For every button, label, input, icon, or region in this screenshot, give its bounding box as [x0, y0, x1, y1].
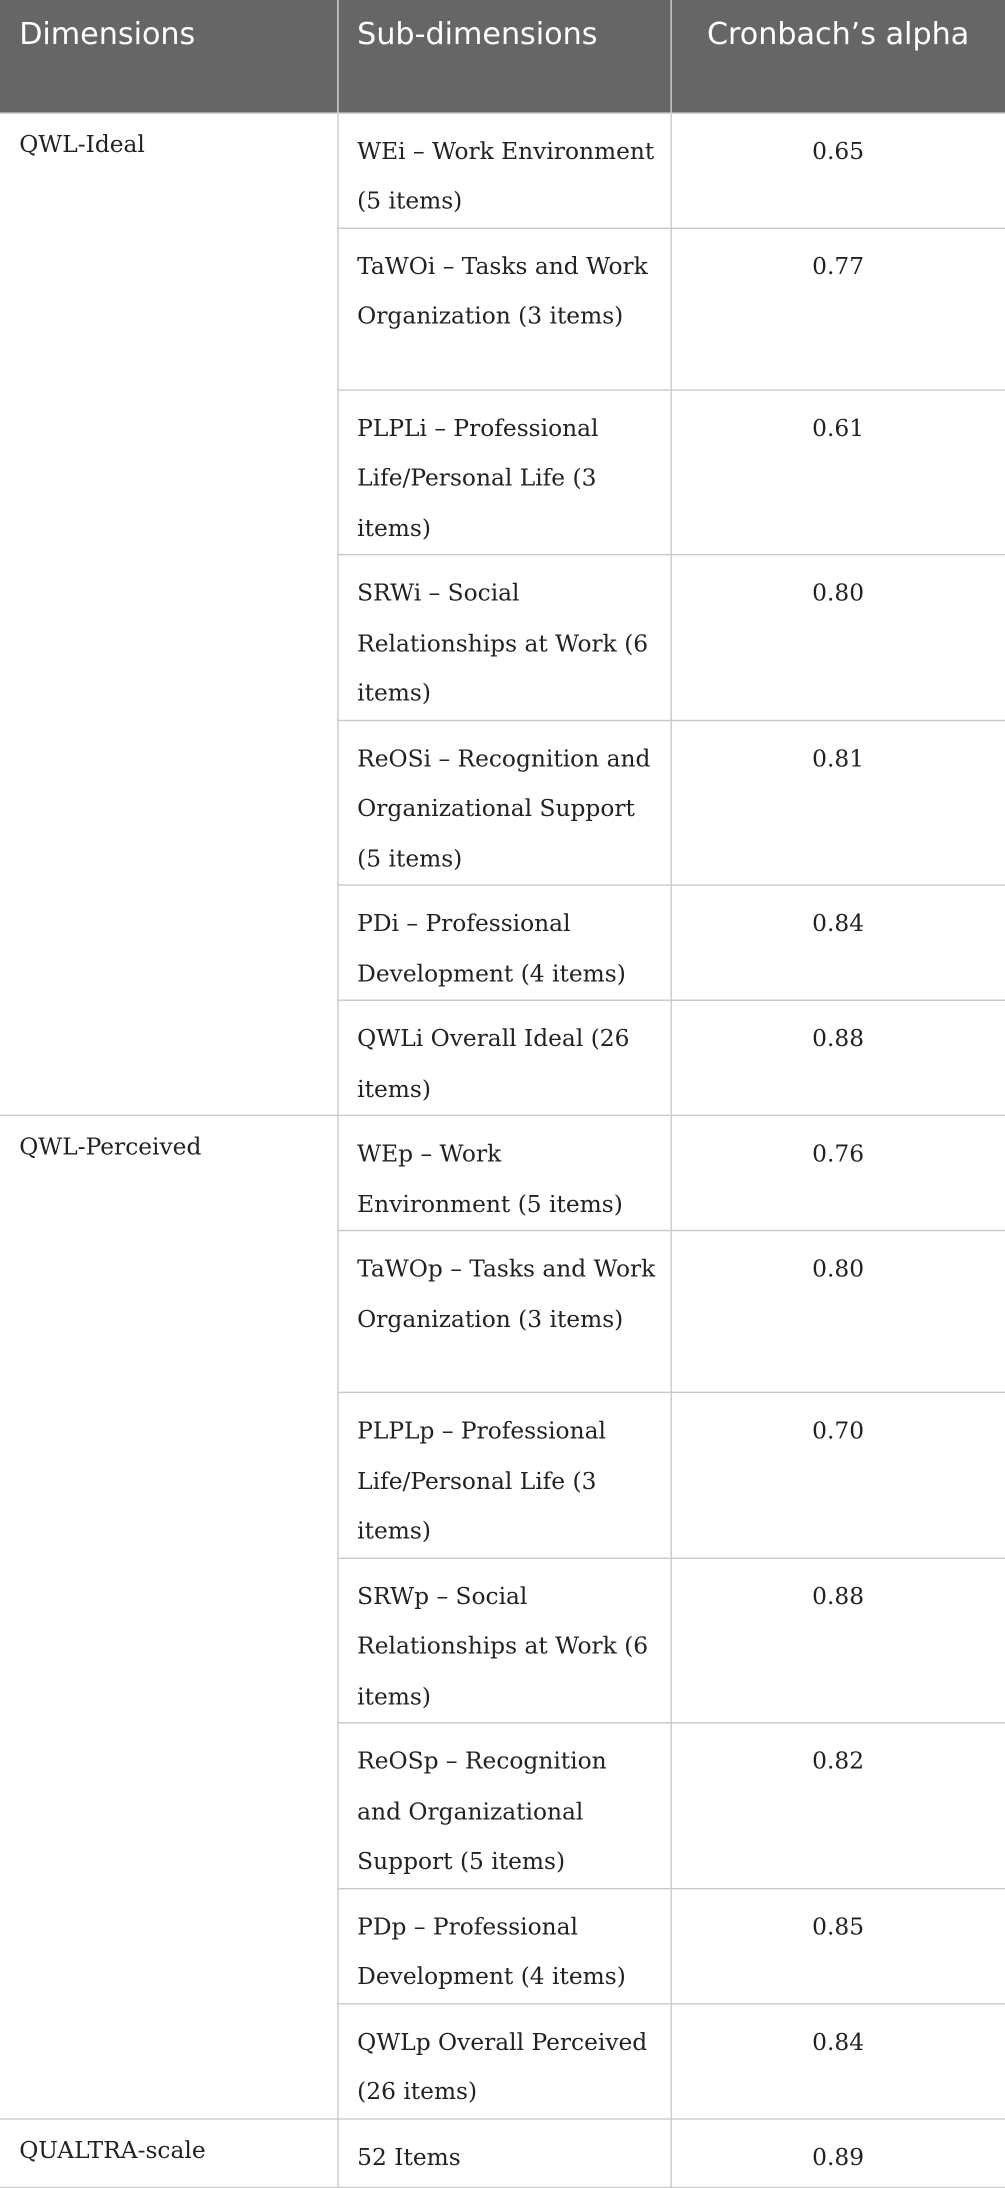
table-row: [0, 1115, 1005, 1230]
table-body: [0, 112, 1005, 2186]
sub-dimension-cell: TaWOi – Tasks and Work Organization (3 items): [337, 228, 670, 390]
alpha-cell: 0.85: [670, 1888, 1005, 2003]
sub-dimension-cell: ReOSp – Recognition and Organizational Support (5 items): [337, 1723, 670, 1888]
alpha-cell: 0.84: [670, 885, 1005, 1000]
alpha-cell: 0.89: [670, 2118, 1005, 2187]
alpha-cell: 0.88: [670, 1000, 1005, 1115]
sub-dimension-cell: PLPLp – Professional Life/Personal Life (3 items): [337, 1392, 670, 1557]
alpha-cell: 0.80: [670, 555, 1005, 720]
sub-dimension-cell: QWLp Overall Perceived (26 items): [337, 2003, 670, 2118]
sub-dimension-cell: ReOSi – Recognition and Organizational Support (5 items): [337, 720, 670, 885]
alpha-cell: 0.61: [670, 389, 1005, 554]
sub-dimension-cell: PDp – Professional Development (4 items): [337, 1888, 670, 2003]
dimension-cell: QUALTRA-scale: [0, 2118, 337, 2187]
sub-dimension-cell: 52 Items: [337, 2118, 670, 2187]
sub-dimension-cell: QWLi Overall Ideal (26 items): [337, 1000, 670, 1115]
alpha-cell: 0.82: [670, 1723, 1005, 1888]
alpha-cell: 0.70: [670, 1392, 1005, 1557]
sub-dimension-cell: TaWOp – Tasks and Work Organization (3 items): [337, 1231, 670, 1393]
table-header: [0, 0, 1005, 112]
table-row: [0, 112, 1005, 227]
header-cronbach-alpha: Cronbach’s alpha: [670, 0, 1005, 112]
table-row: [0, 2118, 1005, 2187]
header-dimensions: Dimensions: [0, 0, 337, 112]
sub-dimension-cell: WEi – Work Environment (5 items): [337, 112, 670, 227]
alpha-cell: 0.80: [670, 1231, 1005, 1393]
alpha-cell: 0.77: [670, 228, 1005, 390]
sub-dimension-cell: SRWp – Social Relationships at Work (6 items): [337, 1558, 670, 1723]
dimension-cell: QWL-Perceived: [0, 1115, 337, 2118]
sub-dimension-cell: WEp – Work Environment (5 items): [337, 1115, 670, 1230]
sub-dimension-cell: SRWi – Social Relationships at Work (6 items): [337, 555, 670, 720]
alpha-cell: 0.81: [670, 720, 1005, 885]
sub-dimension-cell: PLPLi – Professional Life/Personal Life (3 items): [337, 389, 670, 554]
sub-dimension-cell: PDi – Professional Development (4 items): [337, 885, 670, 1000]
header-sub-dimensions: Sub-dimensions: [337, 0, 670, 112]
alpha-cell: 0.65: [670, 112, 1005, 227]
alpha-cell: 0.88: [670, 1558, 1005, 1723]
dimension-cell: QWL-Ideal: [0, 112, 337, 1115]
alpha-cell: 0.76: [670, 1115, 1005, 1230]
alpha-cell: 0.84: [670, 2003, 1005, 2118]
